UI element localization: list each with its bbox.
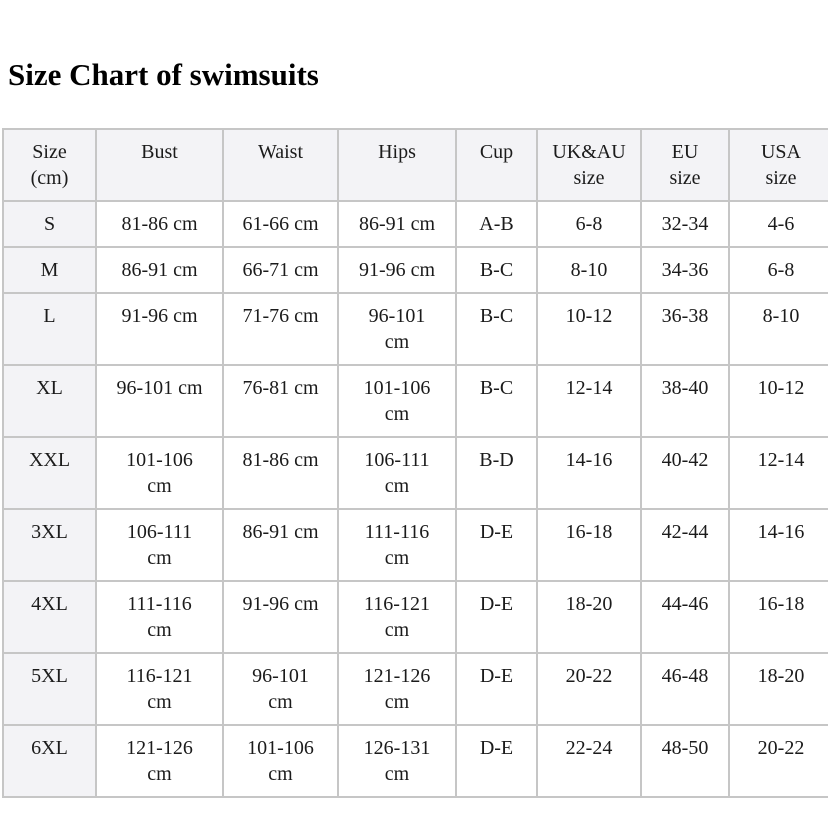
- table-cell: 81-86 cm: [223, 437, 338, 509]
- table-cell: 12-14: [729, 437, 828, 509]
- size-cell: 4XL: [3, 581, 96, 653]
- table-cell: 91-96 cm: [96, 293, 223, 365]
- table-cell: 48-50: [641, 725, 729, 797]
- table-body: [3, 201, 828, 797]
- table-header: [3, 129, 828, 201]
- table-cell: 111-116 cm: [338, 509, 456, 581]
- table-cell: D-E: [456, 509, 537, 581]
- table-cell: 86-91 cm: [96, 247, 223, 293]
- table-row: [3, 653, 828, 725]
- column-header: Waist: [223, 129, 338, 201]
- table-cell: 101-106 cm: [338, 365, 456, 437]
- size-cell: 5XL: [3, 653, 96, 725]
- table-cell: 126-131 cm: [338, 725, 456, 797]
- column-header: Size (cm): [3, 129, 96, 201]
- table-cell: D-E: [456, 581, 537, 653]
- table-cell: 22-24: [537, 725, 641, 797]
- table-cell: 86-91 cm: [338, 201, 456, 247]
- table-cell: 20-22: [729, 725, 828, 797]
- column-header: UK&AU size: [537, 129, 641, 201]
- size-cell: 6XL: [3, 725, 96, 797]
- table-cell: 106-111 cm: [338, 437, 456, 509]
- table-cell: 8-10: [729, 293, 828, 365]
- table-cell: 46-48: [641, 653, 729, 725]
- size-cell: 3XL: [3, 509, 96, 581]
- table-cell: 18-20: [537, 581, 641, 653]
- table-cell: 106-111 cm: [96, 509, 223, 581]
- table-cell: 116-121 cm: [338, 581, 456, 653]
- page-title: Size Chart of swimsuits: [8, 57, 319, 92]
- table-cell: 10-12: [537, 293, 641, 365]
- table-cell: 96-101 cm: [223, 653, 338, 725]
- table-cell: 66-71 cm: [223, 247, 338, 293]
- table-cell: 121-126 cm: [96, 725, 223, 797]
- table-cell: 91-96 cm: [338, 247, 456, 293]
- column-header: USA size: [729, 129, 828, 201]
- table-row: [3, 581, 828, 653]
- table-row: [3, 365, 828, 437]
- size-chart-table: [2, 128, 828, 798]
- table-cell: 12-14: [537, 365, 641, 437]
- table-cell: 76-81 cm: [223, 365, 338, 437]
- table-cell: 101-106 cm: [223, 725, 338, 797]
- table-cell: 20-22: [537, 653, 641, 725]
- table-cell: 34-36: [641, 247, 729, 293]
- table-cell: 44-46: [641, 581, 729, 653]
- column-header: Hips: [338, 129, 456, 201]
- table-cell: 121-126 cm: [338, 653, 456, 725]
- column-header: EU size: [641, 129, 729, 201]
- size-cell: L: [3, 293, 96, 365]
- table-cell: B-D: [456, 437, 537, 509]
- table-cell: B-C: [456, 365, 537, 437]
- size-cell: M: [3, 247, 96, 293]
- table-row: [3, 725, 828, 797]
- size-cell: XXL: [3, 437, 96, 509]
- table-cell: 18-20: [729, 653, 828, 725]
- table-cell: D-E: [456, 725, 537, 797]
- table-cell: 101-106 cm: [96, 437, 223, 509]
- column-header: Cup: [456, 129, 537, 201]
- table-cell: 42-44: [641, 509, 729, 581]
- table-cell: 6-8: [729, 247, 828, 293]
- table-cell: 116-121 cm: [96, 653, 223, 725]
- table-cell: 6-8: [537, 201, 641, 247]
- column-header: Bust: [96, 129, 223, 201]
- table-cell: B-C: [456, 247, 537, 293]
- table-cell: 4-6: [729, 201, 828, 247]
- table-cell: 86-91 cm: [223, 509, 338, 581]
- header-row: [3, 129, 828, 201]
- table-cell: 10-12: [729, 365, 828, 437]
- table-cell: A-B: [456, 201, 537, 247]
- table-cell: 8-10: [537, 247, 641, 293]
- table-cell: 16-18: [537, 509, 641, 581]
- table-cell: 14-16: [729, 509, 828, 581]
- table-cell: 32-34: [641, 201, 729, 247]
- table-cell: 38-40: [641, 365, 729, 437]
- table-cell: 111-116 cm: [96, 581, 223, 653]
- table-cell: 16-18: [729, 581, 828, 653]
- table-cell: D-E: [456, 653, 537, 725]
- table-cell: 36-38: [641, 293, 729, 365]
- table-cell: 81-86 cm: [96, 201, 223, 247]
- table-cell: B-C: [456, 293, 537, 365]
- table-cell: 14-16: [537, 437, 641, 509]
- table-cell: 91-96 cm: [223, 581, 338, 653]
- table-cell: 61-66 cm: [223, 201, 338, 247]
- table-row: [3, 201, 828, 247]
- table-cell: 96-101 cm: [96, 365, 223, 437]
- table-cell: 96-101 cm: [338, 293, 456, 365]
- table-row: [3, 509, 828, 581]
- size-cell: S: [3, 201, 96, 247]
- table-row: [3, 293, 828, 365]
- size-cell: XL: [3, 365, 96, 437]
- table-cell: 40-42: [641, 437, 729, 509]
- table-cell: 71-76 cm: [223, 293, 338, 365]
- table-row: [3, 437, 828, 509]
- table-row: [3, 247, 828, 293]
